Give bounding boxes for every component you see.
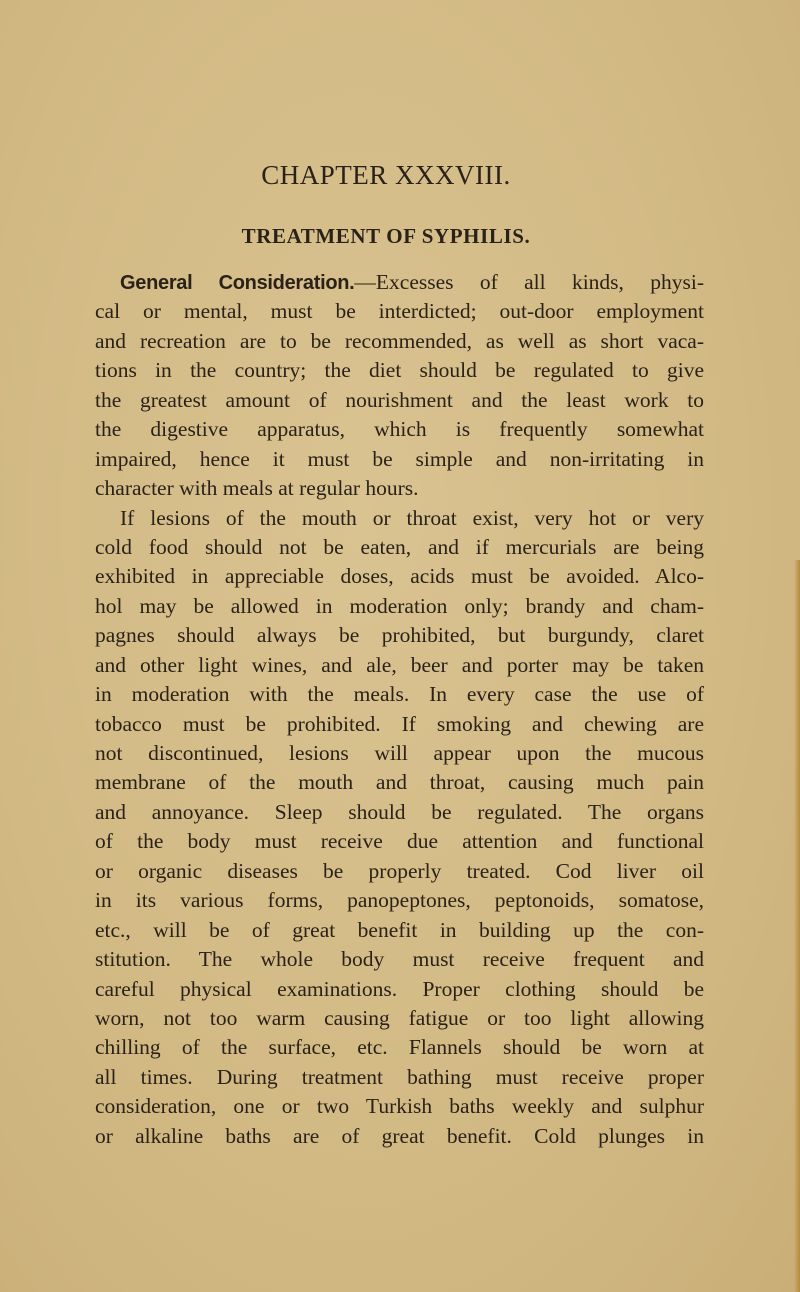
text-line: tobacco must be prohibited. If smoking and chewing are xyxy=(95,711,704,736)
text-line: membrane of the mouth and throat, causing much pain xyxy=(95,770,704,795)
text-line: impaired, hence it must be simple and non-irritating in xyxy=(95,446,704,471)
text-line: not discontinued, lesions will appear upon the mucous xyxy=(95,741,704,765)
text-line: all times. During treatment bathing must receive proper xyxy=(95,1064,704,1089)
text-line: or alkaline baths are of great benefit. Cold plunges in xyxy=(95,1123,704,1148)
text-line: etc., will be of great benefit in building up the con- xyxy=(95,917,704,942)
text-line: hol may be allowed in moderation only; brandy and cham- xyxy=(95,593,704,618)
lead-heading: General Consideration. xyxy=(120,272,355,294)
text-line: consideration, one or two Turkish baths weekly and sulphur xyxy=(95,1094,704,1119)
text-line: cold food should not be eaten, and if mercurials are being xyxy=(95,534,704,559)
text-line: cal or mental, must be interdicted; out-door employment xyxy=(95,299,704,324)
text-line-content: —Excesses of all kinds, physi- xyxy=(354,270,704,294)
text-line: and other light wines, and ale, beer and porter may be taken xyxy=(95,652,704,677)
chapter-heading: CHAPTER XXXVIII. xyxy=(261,160,511,190)
text-line: in moderation with the meals. In every case the use of xyxy=(95,682,704,707)
text-line: of the body must receive due attention and functional xyxy=(95,829,704,854)
text-line: If lesions of the mouth or throat exist, very hot or very xyxy=(120,505,704,530)
text-line: the greatest amount of nourishment and the least work to xyxy=(95,387,704,412)
body-text xyxy=(95,268,704,1151)
text-line: pagnes should always be prohibited, but burgundy, claret xyxy=(95,623,704,648)
text-line: exhibited in appreciable doses, acids must be avoided. Alco- xyxy=(95,564,704,589)
text-line: chilling of the surface, etc. Flannels should be worn at xyxy=(95,1035,704,1060)
text-line: stitution. The whole body must receive frequent and xyxy=(95,947,704,972)
text-line: character with meals at regular hours. xyxy=(95,476,419,501)
section-title: TREATMENT OF SYPHILIS. xyxy=(241,224,531,248)
text-line: worn, not too warm causing fatigue or too light allowing xyxy=(95,1005,704,1030)
text-line: or organic diseases be properly treated. Cod liver oil xyxy=(95,858,704,883)
text-line: and recreation are to be recommended, as well as short vaca- xyxy=(95,328,704,353)
text-line: tions in the country; the diet should be regulated to give xyxy=(95,358,704,383)
text-line xyxy=(95,268,704,297)
text-line: and annoyance. Sleep should be regulated. The organs xyxy=(95,799,704,824)
text-line: in its various forms, panopeptones, peptonoids, somatose, xyxy=(95,888,704,913)
text-line: careful physical examinations. Proper clothing should be xyxy=(95,976,704,1001)
text-line: the digestive apparatus, which is frequently somewhat xyxy=(95,417,704,442)
page-edge xyxy=(794,560,800,1292)
